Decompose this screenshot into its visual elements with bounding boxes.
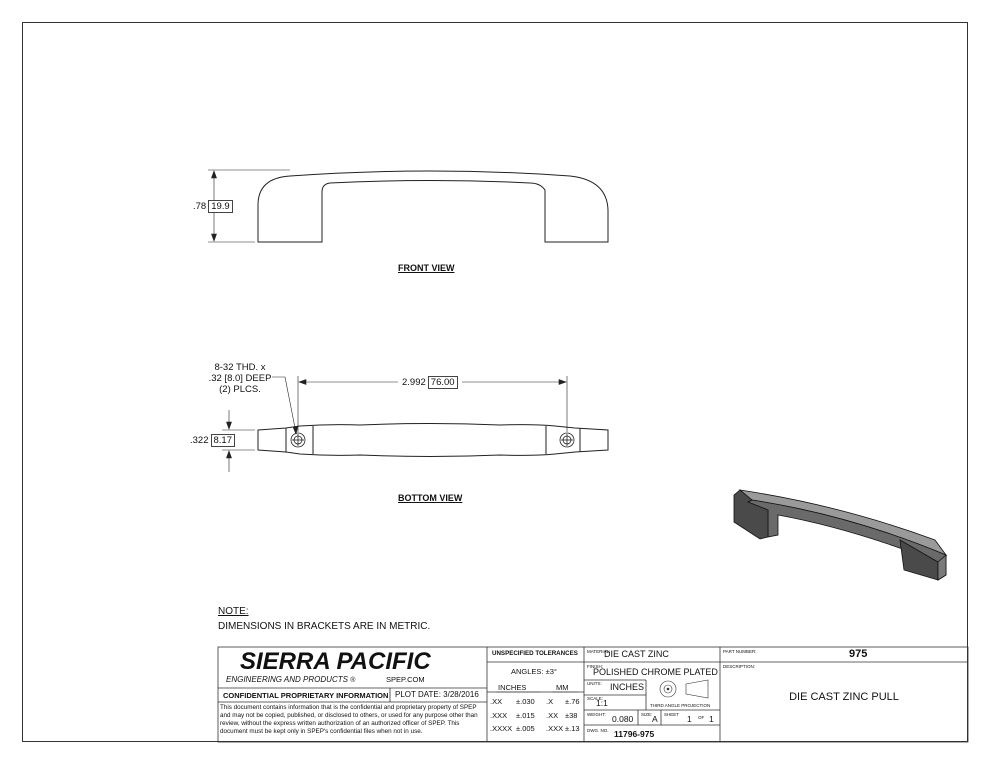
width-mm: 8.17 — [211, 434, 236, 447]
scale-value: 1:1 — [596, 698, 608, 708]
registered-mark: ® — [350, 677, 356, 684]
tol-row-3-mm-label: .XXX — [546, 724, 564, 733]
front-height-mm: 19.9 — [208, 200, 233, 213]
hole-spacing-mm: 76.00 — [428, 376, 458, 389]
mm-header: MM — [556, 683, 569, 692]
bottom-view-label: BOTTOM VIEW — [398, 493, 463, 503]
tolerances-title: UNSPECIFIED TOLERANCES — [492, 650, 578, 657]
sheet-label: SHEET — [664, 712, 680, 717]
confidential-title: CONFIDENTIAL PROPRIETARY INFORMATION — [223, 691, 389, 700]
dwg-no-value: 11796-975 — [614, 729, 655, 739]
scale-label: SCALE: — [587, 696, 604, 701]
of-label: OF — [698, 715, 705, 720]
size-label: SIZE: — [641, 712, 653, 717]
thread-callout-line3: (2) PLCS. — [219, 384, 261, 395]
confidential-text: This document contains information that is the confidential and proprietary property of SPEP and may not be copied, published, or disclosed to others, or used for any purpose other than review, without the express written authorization of an authorized officer of SPEP. This document must be kept only in SPEP's confidential files when not in use. — [220, 704, 478, 735]
company-subtitle — [226, 675, 355, 684]
sheet-number: 1 — [687, 714, 692, 724]
hole-spacing-in: 2.992 — [402, 377, 426, 388]
note-text: DIMENSIONS IN BRACKETS ARE IN METRIC. — [218, 621, 431, 632]
plot-date-value: 3/28/2016 — [443, 690, 479, 699]
dwg-no-label: DWG. NO. — [587, 728, 609, 733]
tol-row-1-mm-label: .X — [546, 697, 554, 706]
third-angle-projection-icon — [660, 680, 708, 698]
tol-row-3-in-label: .XXXX — [490, 724, 513, 733]
company-name: SIERRA PACIFIC — [240, 648, 431, 675]
hole-spacing-dimension — [402, 376, 458, 389]
thread-callout — [204, 362, 276, 395]
projection-label: THIRD ANGLE PROJECTION — [650, 703, 711, 708]
weight-value: 0.080 — [612, 714, 634, 724]
plot-date — [395, 690, 479, 699]
company-website: SPEP.COM — [386, 675, 425, 684]
finish-value: POLISHED CHROME PLATED — [593, 667, 718, 677]
bottom-view-outline — [258, 424, 608, 457]
part-number-value: 975 — [849, 648, 868, 660]
angles-tolerance: ANGLES: ±3° — [511, 667, 557, 676]
width-dimension — [190, 434, 235, 447]
front-view-label: FRONT VIEW — [398, 263, 455, 273]
tol-row-2-mm-label: .XX — [546, 711, 559, 720]
thread-callout-line2: .32 [8.0] DEEP — [208, 373, 272, 384]
tol-row-2-in-label: .XXX — [490, 711, 508, 720]
part-number-label: PART NUMBER: — [723, 649, 757, 654]
units-value: INCHES — [610, 682, 645, 692]
note-title: NOTE: — [218, 606, 249, 617]
description-label: DESCRIPTION: — [723, 664, 756, 669]
front-height-in: .78 — [193, 201, 207, 212]
plot-date-label: PLOT DATE: — [395, 690, 441, 699]
material-value: DIE CAST ZINC — [604, 649, 669, 659]
finish-label: FINISH: — [587, 664, 604, 669]
tol-row-1-in-val: ±.030 — [516, 697, 535, 706]
tol-row-3-in-val: ±.005 — [516, 724, 535, 733]
mounting-hole-right — [560, 433, 574, 447]
mounting-hole-left — [291, 433, 305, 447]
description-value: DIE CAST ZINC PULL — [789, 691, 899, 703]
front-view-outline — [258, 171, 608, 242]
sheet-total: 1 — [709, 714, 714, 724]
isometric-view — [734, 490, 946, 580]
company-sub-text: ENGINEERING AND PRODUCTS — [226, 675, 348, 684]
width-in: .322 — [190, 435, 209, 446]
thread-callout-line1: 8-32 THD. x — [214, 362, 266, 373]
tol-row-2-mm-val: ±38 — [565, 711, 578, 720]
units-label: UNITS: — [587, 681, 602, 686]
front-height-dimension — [193, 200, 233, 213]
tol-row-3-mm-val: ±.13 — [565, 724, 580, 733]
tol-row-1-mm-val: ±.76 — [565, 697, 580, 706]
tol-row-1-in-label: .XX — [490, 697, 503, 706]
weight-label: WEIGHT: — [587, 712, 606, 717]
tol-row-2-in-val: ±.015 — [516, 711, 535, 720]
material-label: MATERIAL: — [587, 649, 611, 654]
size-value: A — [652, 714, 658, 724]
inches-header: INCHES — [498, 683, 527, 692]
